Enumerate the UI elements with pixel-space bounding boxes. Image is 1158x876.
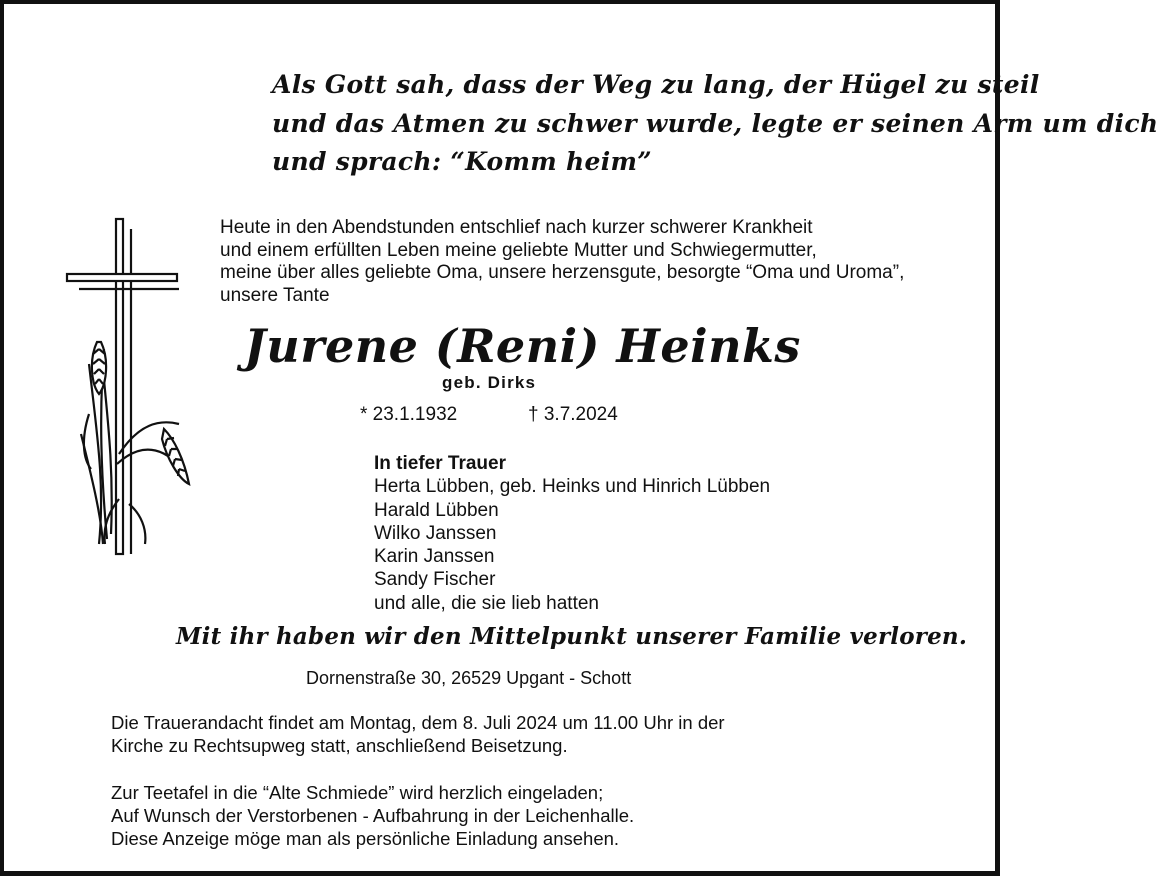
mourners-list (374, 452, 770, 615)
verse-line: Als Gott sah, dass der Weg zu lang, der Hügel zu steil (272, 70, 1040, 99)
reception-line: Zur Teetafel in die “Alte Schmiede” wird herzlich eingeladen; (111, 782, 604, 803)
intro-text (220, 217, 904, 307)
death-date: † 3.7.2024 (528, 404, 618, 425)
service-line: Die Trauerandacht findet am Montag, dem 8. Juli 2024 um 11.00 Uhr in der (111, 712, 725, 733)
intro-line: und einem erfüllten Leben meine geliebte Mutter und Schwiegermutter, (220, 239, 817, 261)
address: Dornenstraße 30, 26529 Upgant - Schott (306, 668, 632, 688)
mourner-name: und alle, die sie lieb hatten (374, 592, 599, 614)
reception-line: Auf Wunsch der Verstorbenen - Aufbahrung in der Leichenhalle. (111, 805, 635, 826)
deceased-name: Jurene (Reni) Heinks (244, 319, 801, 373)
intro-line: meine über alles geliebte Oma, unsere herzensgute, besorgte “Oma und Uroma”, (220, 262, 905, 283)
verse (272, 66, 1158, 182)
cross-with-wheat-icon (59, 214, 209, 564)
reception-line: Diese Anzeige möge man als persönliche Einladung ansehen. (111, 828, 620, 849)
intro-line: unsere Tante (220, 284, 330, 306)
mourners-heading: In tiefer Trauer (374, 453, 506, 474)
mourner-name: Sandy Fischer (374, 569, 496, 591)
mourner-name: Herta Lübben, geb. Heinks und Hinrich Lübben (374, 476, 771, 498)
intro-line: Heute in den Abendstunden entschlief nach kurzer schwerer Krankheit (220, 217, 813, 238)
reception-info (111, 781, 634, 850)
verse-line: und das Atmen zu schwer wurde, legte er seinen Arm um dich (272, 108, 1158, 138)
service-line: Kirche zu Rechtsupweg statt, anschließend Beisetzung. (111, 735, 568, 756)
birth-date: * 23.1.1932 (360, 404, 458, 425)
service-info (111, 711, 725, 757)
mourner-name: Wilko Janssen (374, 522, 497, 544)
mourner-name: Karin Janssen (374, 546, 495, 568)
birth-name: geb. Dirks (442, 373, 537, 392)
mourner-name: Harald Lübben (374, 499, 499, 521)
verse-line: und sprach: “Komm heim” (272, 147, 652, 176)
closing-line: Mit ihr haben wir den Mittelpunkt unserer Familie verloren. (176, 623, 968, 650)
